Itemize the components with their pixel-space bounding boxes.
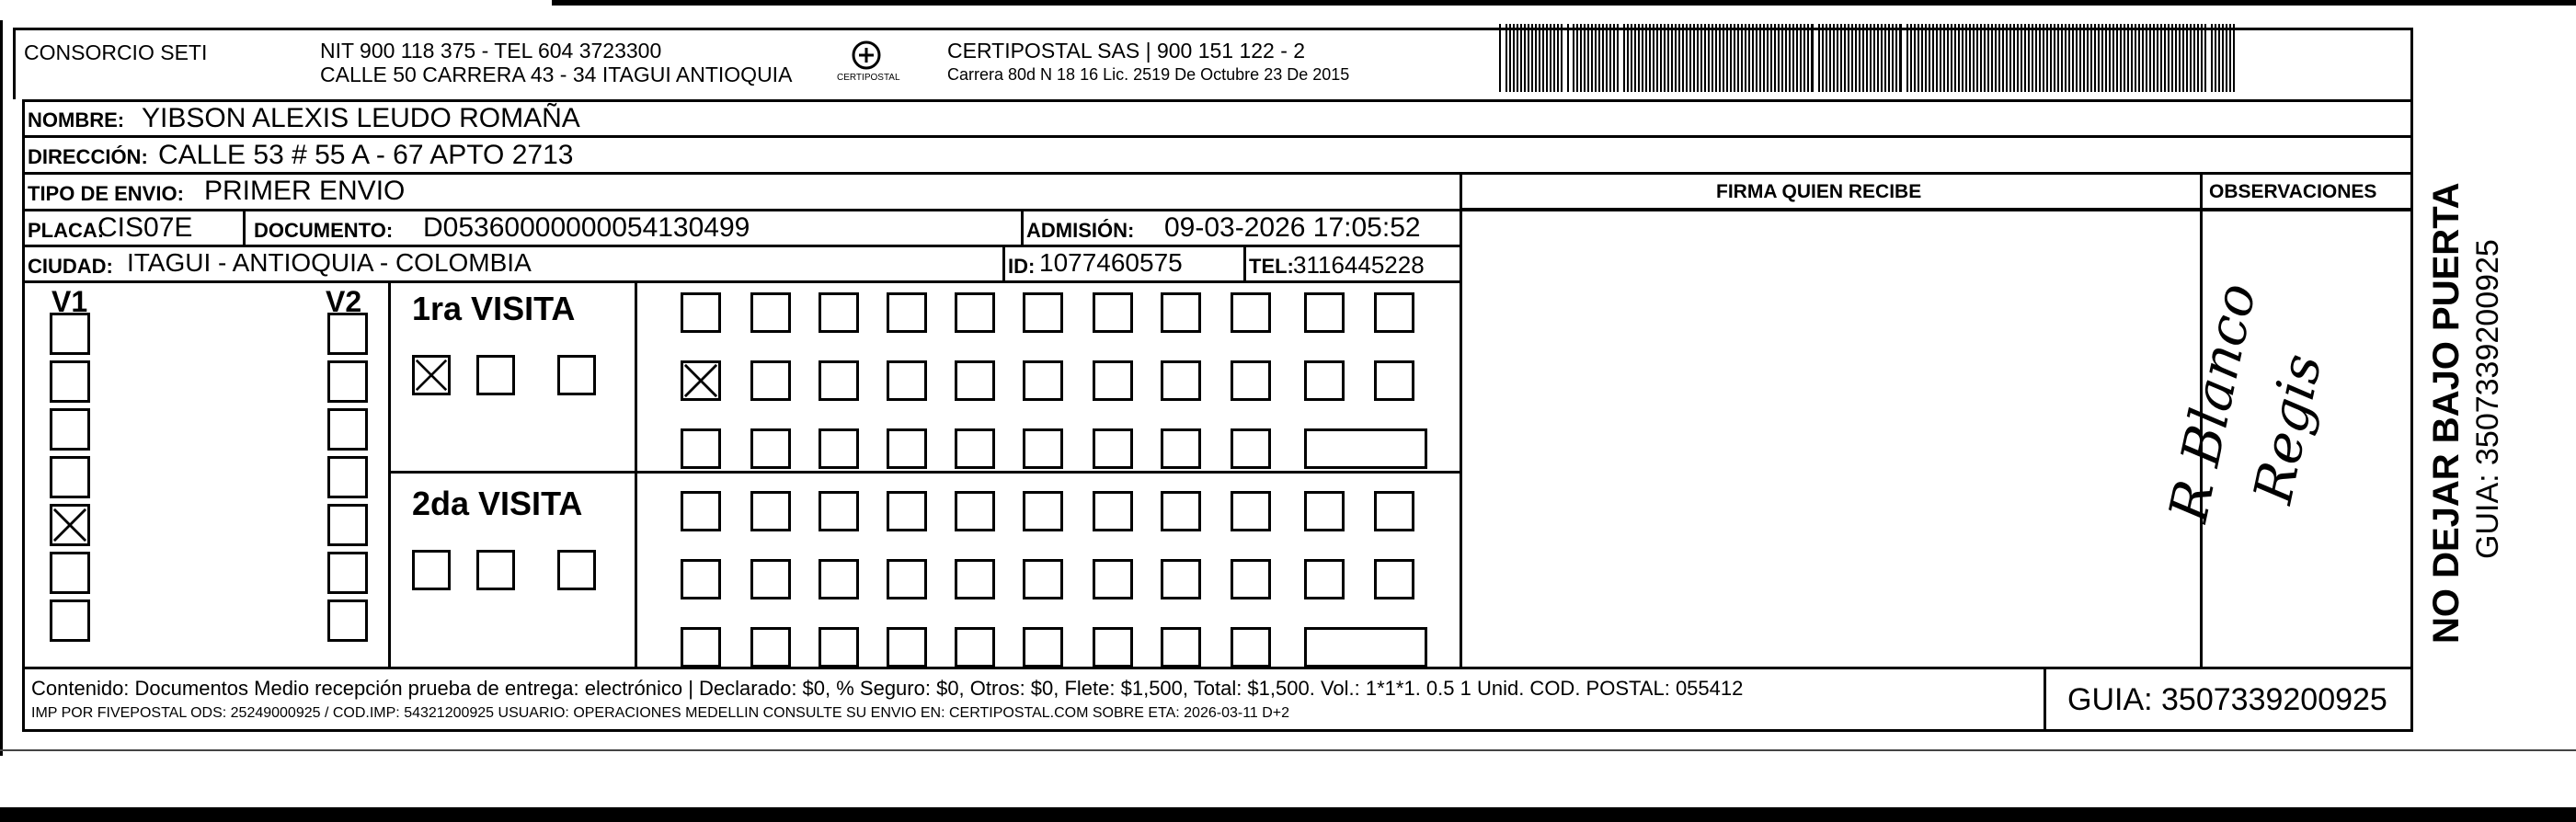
second-time-box [1304, 627, 1427, 668]
second-day-box [1231, 491, 1271, 531]
second-day-box [1023, 627, 1063, 668]
scan-edge-bottom [0, 807, 2576, 822]
first-day-box [955, 292, 995, 333]
v2-checkbox [327, 599, 368, 642]
nombre-label: NOMBRE: [28, 108, 125, 131]
rule [22, 135, 2413, 138]
first-day-box [1231, 428, 1271, 469]
address-line: CALLE 50 CARRERA 43 - 34 ITAGUI ANTIOQUIA [320, 63, 793, 86]
handwritten-name: R Blanco [2157, 278, 2269, 528]
first-day-box [819, 360, 859, 401]
tipo-label: TIPO DE ENVIO: [28, 182, 184, 205]
second-day-box [1023, 559, 1063, 599]
v2-checkbox [327, 504, 368, 546]
rule [388, 471, 1461, 474]
first-day-box [887, 292, 927, 333]
v1-checkbox [50, 504, 90, 546]
documento-label: DOCUMENTO: [254, 219, 394, 242]
nit-line: NIT 900 118 375 - TEL 604 3723300 [320, 39, 662, 63]
certipostal-line1: CERTIPOSTAL SAS | 900 151 122 - 2 [947, 39, 1306, 63]
second-day-box [750, 627, 791, 668]
first-day-box [1023, 428, 1063, 469]
second-day-box [681, 627, 721, 668]
first-day-box [1023, 292, 1063, 333]
first-day-box [887, 360, 927, 401]
first-day-box [1374, 292, 1414, 333]
first-day-box [1231, 292, 1271, 333]
second-day-box [1161, 559, 1201, 599]
second-day-box [681, 559, 721, 599]
v2-checkbox [327, 408, 368, 451]
tel-value: 3116445228 [1293, 251, 1425, 279]
second-day-box [1304, 559, 1345, 599]
second-day-box [1093, 491, 1133, 531]
second-day-box [819, 627, 859, 668]
rule [1460, 208, 2413, 211]
first-day-box [1374, 360, 1414, 401]
first-day-box [1023, 360, 1063, 401]
v1-checkbox [50, 360, 90, 403]
v2-checkbox [327, 313, 368, 355]
rule [2044, 667, 2046, 732]
second-day-box [887, 627, 927, 668]
first-day-box [1304, 292, 1345, 333]
first-day-box [681, 292, 721, 333]
first-day-box [955, 360, 995, 401]
first-day-box [819, 292, 859, 333]
certipostal-logo [833, 37, 899, 90]
rule [1243, 245, 1246, 281]
second-day-box [1231, 627, 1271, 668]
rule [1021, 209, 1024, 245]
first-day-box [681, 360, 721, 401]
v1-checkbox [50, 313, 90, 355]
first-visit-title: 1ra VISITA [412, 290, 576, 327]
id-label: ID: [1008, 255, 1036, 278]
ciudad-label: CIUDAD: [28, 255, 113, 278]
first-day-box [955, 428, 995, 469]
barcode [1499, 24, 2244, 92]
direccion-label: DIRECCIÓN: [28, 145, 148, 168]
rule [388, 280, 391, 668]
rule [22, 667, 2413, 669]
first-day-box [1093, 360, 1133, 401]
second-day-box [750, 491, 791, 531]
second-day-box [1093, 627, 1133, 668]
company-name: CONSORCIO SETI [24, 40, 208, 64]
admision-value: 09-03-2026 17:05:52 [1164, 212, 1421, 243]
no-dejar-bajo-puerta: NO DEJAR BAJO PUERTA [2426, 182, 2467, 644]
second-day-box [887, 559, 927, 599]
first-day-box [887, 428, 927, 469]
page-bottom-rule [0, 749, 2576, 751]
v2-checkbox [327, 552, 368, 594]
v1-checkbox [50, 552, 90, 594]
rule [243, 209, 246, 245]
nombre-value: YIBSON ALEXIS LEUDO ROMAÑA [142, 103, 580, 133]
second-day-box [681, 491, 721, 531]
tel-label: TEL: [1249, 255, 1294, 278]
first-day-box [750, 428, 791, 469]
id-value: 1077460575 [1039, 248, 1183, 277]
first-day-box [1161, 292, 1201, 333]
documento-value: D05360000000054130499 [423, 212, 750, 243]
rule [1002, 245, 1005, 281]
logo-text: CERTIPOSTAL [837, 73, 900, 83]
footer-contenido: Contenido: Documentos Medio recepción prueba de entrega: electrónico | Declarado: $0, % Seguro: $0, Otros: $0, Flete: $1,500, Total: $1,500. Vol.: 1*1*1. 0.5 1 Unid. COD. POSTAL: 055412 [31, 677, 1744, 700]
rule [1460, 172, 1462, 668]
footer-guia: GUIA: 3507339200925 [2067, 682, 2387, 717]
second-day-box [1093, 559, 1133, 599]
first-month-checkbox [557, 355, 596, 395]
ciudad-value: ITAGUI - ANTIOQUIA - COLOMBIA [127, 248, 532, 277]
observaciones-header: OBSERVACIONES [2209, 181, 2377, 202]
side-guia: GUIA: 3507339200925 [2470, 239, 2505, 559]
second-day-box [1231, 559, 1271, 599]
v2-label: V2 [326, 285, 362, 318]
first-day-box [1161, 360, 1201, 401]
v1-label: V1 [52, 285, 88, 318]
second-day-box [955, 559, 995, 599]
v1-checkbox [50, 599, 90, 642]
first-time-box [1304, 428, 1427, 469]
first-day-box [819, 428, 859, 469]
scan-edge-top [552, 0, 2576, 6]
footer-imp: IMP POR FIVEPOSTAL ODS: 25249000925 / COD.IMP: 54321200925 USUARIO: OPERACIONES MEDELLIN CONSULTE SU ENVIO EN: CERTIPOSTAL.COM SOBRE ETA: 2026-03-11 D+2 [31, 705, 1290, 721]
second-day-box [1023, 491, 1063, 531]
first-day-box [1231, 360, 1271, 401]
first-day-box [750, 292, 791, 333]
second-day-box [1161, 627, 1201, 668]
v1-checkbox [50, 456, 90, 498]
second-day-box [819, 559, 859, 599]
first-month-checkbox [412, 355, 451, 395]
direccion-value: CALLE 53 # 55 A - 67 APTO 2713 [158, 140, 574, 170]
v2-checkbox [327, 456, 368, 498]
first-day-box [1161, 428, 1201, 469]
placa-label: PLACA: [28, 219, 105, 242]
second-day-box [750, 559, 791, 599]
first-month-checkbox [476, 355, 515, 395]
firma-header: FIRMA QUIEN RECIBE [1716, 181, 1922, 202]
second-day-box [819, 491, 859, 531]
handwritten-name-2: Regis [2241, 348, 2334, 509]
second-day-box [1374, 559, 1414, 599]
second-day-box [1161, 491, 1201, 531]
second-day-box [887, 491, 927, 531]
second-day-box [955, 627, 995, 668]
second-month-checkbox [557, 550, 596, 590]
tipo-value: PRIMER ENVIO [204, 176, 406, 206]
v1-checkbox [50, 408, 90, 451]
first-day-box [750, 360, 791, 401]
first-day-box [681, 428, 721, 469]
v2-checkbox [327, 360, 368, 403]
first-day-box [1304, 360, 1345, 401]
admision-label: ADMISIÓN: [1026, 219, 1135, 242]
second-day-box [1304, 491, 1345, 531]
first-day-box [1093, 292, 1133, 333]
placa-value: CIS07E [97, 212, 193, 243]
certipostal-line2: Carrera 80d N 18 16 Lic. 2519 De Octubre 23 De 2015 [947, 65, 1350, 84]
second-month-checkbox [476, 550, 515, 590]
second-month-checkbox [412, 550, 451, 590]
scan-edge-left [0, 20, 3, 756]
rule [635, 280, 637, 668]
rule [22, 172, 2413, 175]
second-visit-title: 2da VISITA [412, 485, 583, 522]
second-day-box [1374, 491, 1414, 531]
second-day-box [955, 491, 995, 531]
first-day-box [1093, 428, 1133, 469]
